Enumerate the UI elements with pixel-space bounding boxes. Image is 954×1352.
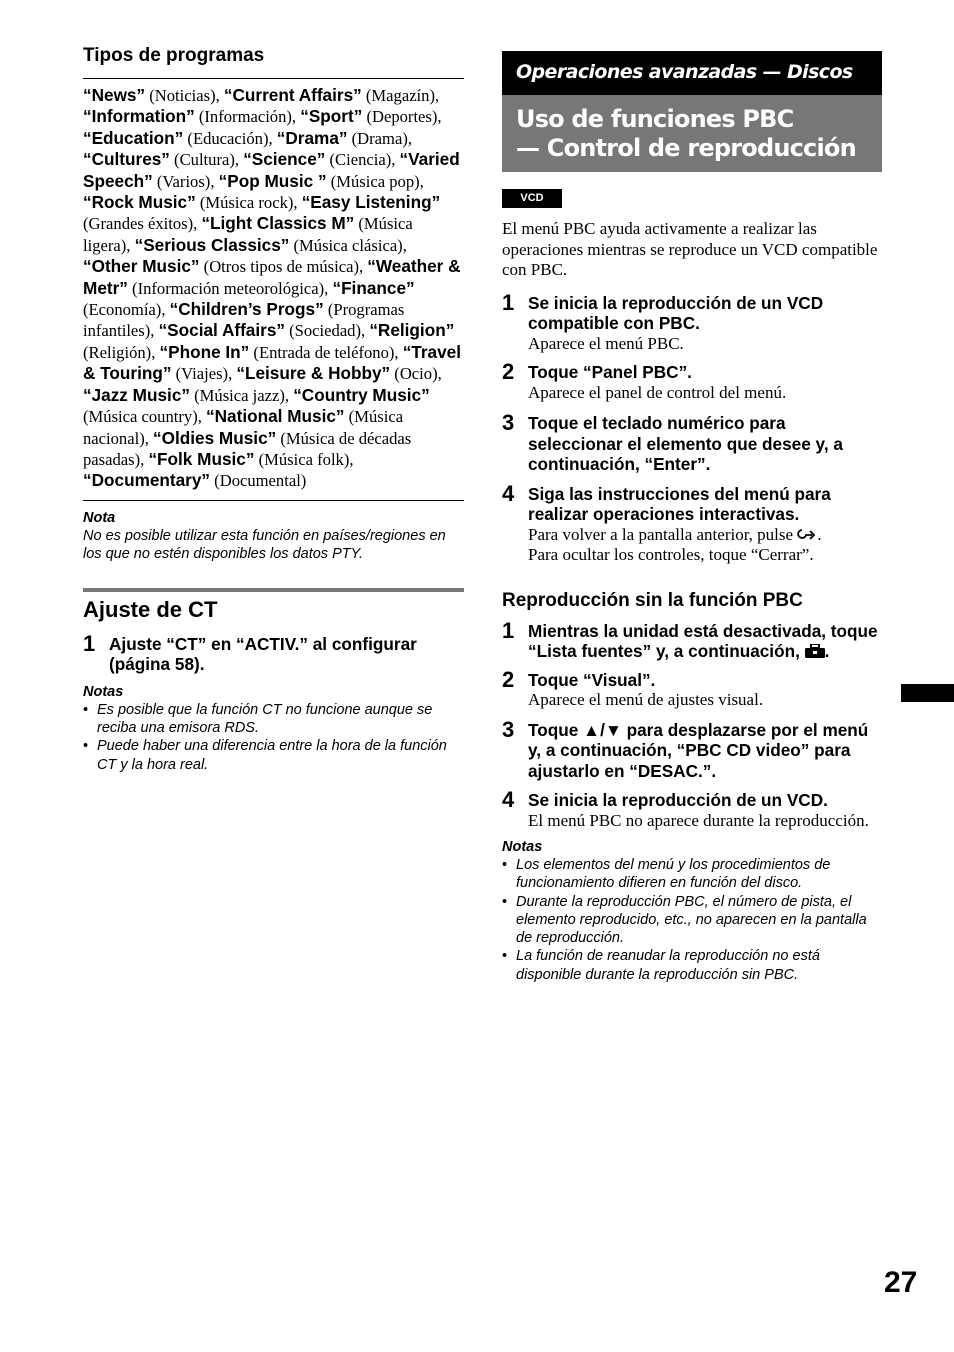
step-instruction: Se inicia la reproducción de un VCD. — [528, 790, 828, 810]
program-type-desc: (Noticias), — [145, 86, 224, 105]
program-type-desc: (Música country), — [83, 407, 207, 427]
step-description: El menú PBC no aparece durante la reproducción. — [528, 810, 869, 830]
program-type-desc: (Magazín), — [361, 86, 440, 105]
program-type-desc: (Información), — [194, 107, 301, 127]
step-description-text: Para ocultar los controles, toque “Cerrar”. — [528, 545, 814, 564]
step-instruction: Toque el teclado numérico para seleccionar el elemento que desee y, a continuación, “Enter”. — [528, 413, 843, 474]
notas-list — [502, 856, 882, 984]
step-number: 3 — [502, 410, 515, 435]
program-type-name: “News” — [83, 85, 146, 105]
program-type-name: “Documentary” — [83, 470, 211, 491]
program-type-name: “Current Affairs” — [223, 85, 362, 105]
step-2 — [502, 359, 882, 403]
list-item: • La función de reanudar la reproducción no está disponible durante la reproducción sin PBC. — [502, 947, 882, 984]
list-item: • Durante la reproducción PBC, el número de pista, el elemento reproducido, etc., no aparecen en la pantalla de reproducción. — [502, 893, 882, 948]
chapter-edge-tab — [901, 684, 954, 702]
step-number: 3 — [502, 716, 515, 742]
ct-step — [83, 630, 464, 675]
program-type-desc: (Educación), — [183, 128, 277, 148]
step-instruction: Toque ▲/▼ para desplazarse por el menú y, a continuación, “PBC CD video” para ajustarlo en “DESAC.”. — [528, 719, 869, 781]
step-number: 1 — [83, 630, 96, 656]
nota-title: Nota — [83, 509, 116, 526]
pbc-steps — [502, 289, 882, 566]
program-type-name: “Sport” — [300, 106, 363, 127]
nota-block — [83, 509, 464, 563]
program-type-name: “Pop Music ” — [218, 170, 327, 191]
step-4 — [502, 787, 882, 831]
program-type-name: “Light Classics M” — [201, 213, 355, 234]
program-type-desc: (Otros tipos de música), — [199, 257, 368, 277]
program-type-desc: (Grandes éxitos), — [83, 214, 202, 234]
program-type-name: “Oldies Music” — [153, 427, 277, 448]
step-description: Aparece el menú de ajustes visual. — [528, 690, 764, 709]
step-instruction: Se inicia la reproducción de un VCD compatible con PBC. — [528, 292, 824, 333]
step-instruction-text: . — [824, 641, 830, 661]
step-description: Aparece el panel de control del menú. — [528, 382, 787, 402]
intro-paragraph: El menú PBC ayuda activamente a realizar las operaciones mientras se reproduce un VCD compatible con PBC. — [502, 219, 878, 279]
sin-pbc-title: Reproducción sin la función PBC — [502, 589, 803, 611]
step-1 — [502, 289, 882, 355]
program-type-desc: (Ciencia), — [325, 150, 400, 170]
vcd-badge: VCD — [502, 189, 562, 208]
return-arrow-icon — [797, 526, 817, 542]
program-type-desc: (Religión), — [83, 342, 160, 362]
sin-pbc-steps — [502, 617, 882, 832]
step-4 — [502, 480, 882, 566]
notas-title: Notas — [502, 839, 543, 855]
program-type-desc: (Ocio), — [390, 364, 442, 384]
toolbox-icon — [805, 644, 825, 658]
program-type-desc: (Entrada de teléfono), — [249, 342, 403, 362]
program-type-desc: (Información meteorológica), — [127, 278, 333, 298]
step-instruction: Toque “Visual”. — [528, 669, 656, 690]
program-type-name: “Travel & Touring” — [83, 341, 461, 384]
ct-notas-block — [83, 683, 464, 774]
right-column — [502, 51, 882, 984]
section-rule — [83, 588, 464, 592]
step-number: 2 — [502, 666, 515, 692]
program-type-name: “Country Music” — [293, 384, 430, 405]
program-type-desc: (Cultura), — [169, 150, 244, 170]
ct-notas-list — [83, 701, 464, 774]
list-item: • Puede haber una diferencia entre la hora de la función CT y la hora real. — [83, 737, 464, 774]
program-type-name: “Science” — [243, 149, 326, 170]
step-instruction-text: Mientras la unidad está desactivada, toque “Lista fuentes” y, a continuación, — [528, 620, 878, 661]
section-category: Operaciones avanzadas — Discos — [516, 61, 853, 83]
program-types-list — [83, 85, 464, 492]
step-description — [528, 525, 882, 566]
page-title-line-2: — Control de reproducción — [516, 134, 856, 162]
program-type-name: “Rock Music” — [83, 192, 196, 213]
program-type-desc: (Drama), — [347, 128, 412, 148]
program-type-name: “Leisure & Hobby” — [236, 363, 391, 384]
program-type-desc: (Música nacional), — [83, 407, 404, 448]
program-type-name: “Weather & Metr” — [83, 256, 461, 298]
program-type-desc: (Música clásica), — [289, 235, 407, 255]
step-instruction: Siga las instrucciones del menú para realizar operaciones interactivas. — [528, 483, 831, 524]
step-instruction: Ajuste “CT” en “ACTIV.” al configurar (página 58). — [109, 633, 417, 675]
nota-text: No es posible utilizar esta función en países/regiones en los que no estén disponibles los datos PTY. — [83, 527, 446, 562]
step-2 — [502, 666, 882, 711]
program-type-name: “Easy Listening” — [301, 192, 441, 213]
program-type-desc: (Deportes), — [362, 107, 442, 127]
program-type-desc: (Viajes), — [171, 364, 237, 384]
program-type-desc: (Varios), — [152, 171, 219, 191]
step-description-text: . — [817, 524, 822, 544]
step-3 — [502, 716, 882, 782]
ct-section-title: Ajuste de CT — [83, 596, 218, 622]
program-type-name: “Education” — [83, 127, 184, 148]
step-instruction: Toque “Panel PBC”. — [528, 362, 692, 382]
tipos-title: Tipos de programas — [83, 45, 265, 66]
program-type-name: “Social Affairs” — [158, 320, 285, 341]
step-number: 2 — [502, 359, 515, 384]
page-title-banner — [502, 95, 882, 172]
list-item: • Es posible que la función CT no funcione aunque se reciba una emisora RDS. — [83, 701, 464, 738]
program-type-desc: (Documental) — [210, 471, 307, 491]
program-type-name: “Serious Classics” — [134, 234, 290, 255]
program-type-name: “Drama” — [276, 127, 348, 148]
program-type-name: “Religion” — [369, 320, 455, 341]
program-type-desc: (Música ligera), — [83, 214, 413, 255]
step-number: 4 — [502, 787, 515, 812]
step-number: 1 — [502, 289, 515, 315]
program-type-name: “Children’s Progs” — [169, 299, 324, 320]
program-type-desc: (Sociedad), — [284, 321, 370, 341]
step-number: 4 — [502, 480, 515, 506]
program-type-name: “Jazz Music” — [83, 384, 190, 405]
step-instruction — [528, 621, 882, 662]
step-3 — [502, 410, 882, 475]
divider — [83, 78, 464, 79]
program-type-name: “Information” — [83, 106, 195, 127]
step-1 — [502, 617, 882, 662]
program-type-desc: (Música pop), — [326, 171, 424, 191]
program-type-desc: (Música de décadas pasadas), — [83, 428, 412, 469]
program-type-desc: (Programas infantiles), — [83, 300, 405, 341]
program-type-name: “Phone In” — [159, 341, 250, 362]
notas-block — [502, 838, 882, 984]
program-type-name: “Folk Music” — [148, 448, 255, 469]
program-type-desc: (Música jazz), — [189, 385, 294, 405]
program-type-desc: (Música rock), — [195, 193, 302, 213]
page-title-line-1: Uso de funciones PBC — [516, 105, 794, 133]
program-type-name: “Cultures” — [83, 149, 170, 170]
step-description: Aparece el menú PBC. — [528, 333, 684, 353]
list-item: • Los elementos del menú y los procedimientos de funcionamiento difieren en función del disco. — [502, 856, 882, 893]
left-column — [83, 44, 464, 774]
program-type-desc: (Música folk), — [254, 449, 354, 469]
notas-title: Notas — [83, 683, 124, 700]
program-type-name: “Finance” — [332, 277, 415, 298]
program-type-name: “National Music” — [206, 406, 345, 427]
program-type-desc: (Economía), — [83, 300, 170, 320]
step-number: 1 — [502, 617, 515, 643]
section-category-banner — [502, 51, 882, 95]
page-number: 27 — [884, 1266, 918, 1299]
step-description-text: Para volver a la pantalla anterior, pulse — [528, 524, 798, 544]
divider — [83, 500, 464, 501]
program-type-name: “Varied Speech” — [83, 149, 460, 191]
program-type-name: “Other Music” — [83, 256, 200, 277]
